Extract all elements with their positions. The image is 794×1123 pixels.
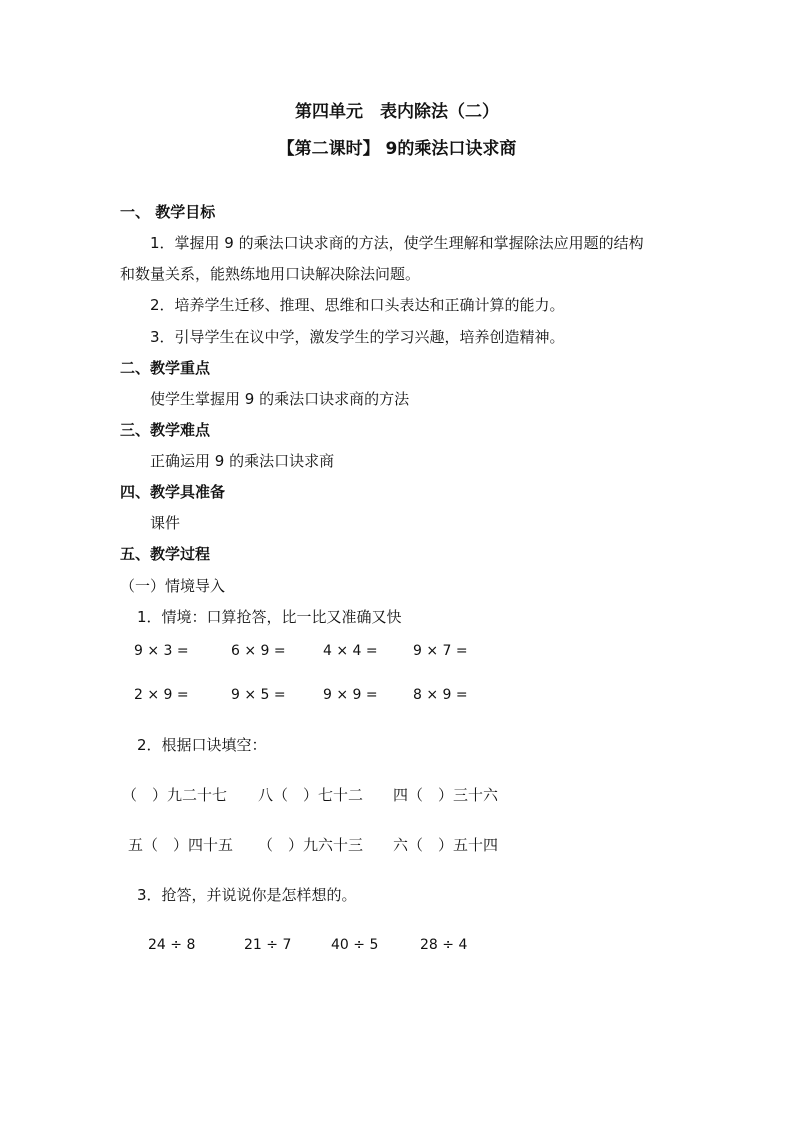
div-expression: 28 ÷ 4 xyxy=(420,937,468,953)
mult-expression: 6 × 9 = xyxy=(231,643,286,659)
fill-blank-item: 六（ ）五十四 xyxy=(393,836,499,854)
materials-text: 课件 xyxy=(150,514,181,532)
mult-expression: 8 × 9 = xyxy=(413,687,468,703)
mult-expression: 4 × 4 = xyxy=(323,643,378,659)
mult-expression: 9 × 7 = xyxy=(413,643,468,659)
process-question-1: 1．情境：口算抢答，比一比又准确又快 xyxy=(137,608,402,626)
key-points-heading: 二、教学重点 xyxy=(120,359,211,377)
mult-expression: 9 × 3 = xyxy=(134,643,189,659)
div-expression: 24 ÷ 8 xyxy=(148,937,196,953)
fill-blank-item: （ ）九六十三 xyxy=(258,836,364,854)
fill-blank-item: 四（ ）三十六 xyxy=(393,786,499,804)
mult-expression: 9 × 5 = xyxy=(231,687,286,703)
unit-title: 第四单元 表内除法（二） xyxy=(295,102,499,122)
goal-item-1-line-2: 和数量关系，能熟练地用口诀解决除法问题。 xyxy=(120,265,421,283)
div-expression: 21 ÷ 7 xyxy=(244,937,292,953)
goal-item-2: 2．培养学生迁移、推理、思维和口头表达和正确计算的能力。 xyxy=(150,296,565,314)
process-heading: 五、教学过程 xyxy=(120,545,211,563)
goal-item-3: 3．引导学生在议中学，激发学生的学习兴趣，培养创造精神。 xyxy=(150,328,565,346)
mult-expression: 9 × 9 = xyxy=(323,687,378,703)
difficulties-text: 正确运用 9 的乘法口诀求商 xyxy=(150,452,335,470)
goal-item-1-line-1: 1．掌握用 9 的乘法口诀求商的方法，使学生理解和掌握除法应用题的结构 xyxy=(150,234,644,252)
materials-heading: 四、教学具准备 xyxy=(120,483,226,501)
lesson-title: 【第二课时】 9的乘法口诀求商 xyxy=(277,139,517,159)
process-question-2: 2．根据口诀填空： xyxy=(137,736,267,754)
fill-blank-item: （ ）九二十七 xyxy=(122,786,228,804)
goals-heading: 一、 教学目标 xyxy=(120,203,216,221)
process-subheading-1: （一）情境导入 xyxy=(120,577,226,595)
fill-blank-item: 五（ ）四十五 xyxy=(128,836,234,854)
fill-blank-item: 八（ ）七十二 xyxy=(258,786,364,804)
process-question-3: 3．抢答，并说说你是怎样想的。 xyxy=(137,886,357,904)
mult-expression: 2 × 9 = xyxy=(134,687,189,703)
difficulties-heading: 三、教学难点 xyxy=(120,421,211,439)
div-expression: 40 ÷ 5 xyxy=(331,937,379,953)
key-points-text: 使学生掌握用 9 的乘法口诀求商的方法 xyxy=(150,390,410,408)
